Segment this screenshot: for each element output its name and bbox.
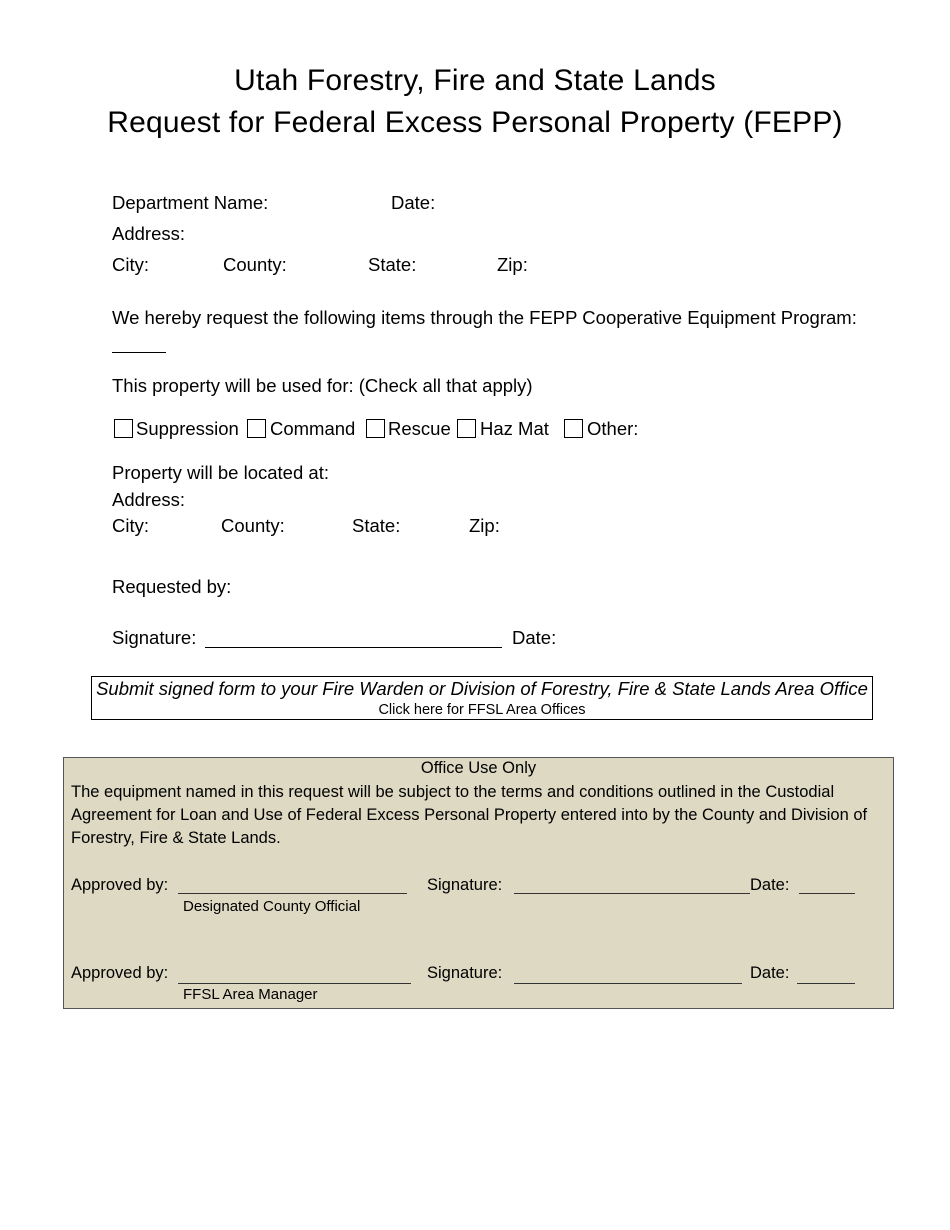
county-approved-by-line[interactable] <box>178 893 407 894</box>
haz-mat-checkbox[interactable] <box>457 419 476 438</box>
location-zip-label: Zip: <box>469 515 500 536</box>
requester-city-label: City: <box>112 254 149 275</box>
department-name-label: Department Name: <box>112 192 269 213</box>
suppression-checkbox[interactable] <box>114 419 133 438</box>
area-manager-approved-by-label: Approved by: <box>71 964 169 982</box>
request-statement: We hereby request the following items through the FEPP Cooperative Equipment Program: <box>112 307 857 328</box>
county-date-line[interactable] <box>799 893 855 894</box>
request-date-label: Date: <box>391 192 436 213</box>
location-state-label: State: <box>352 515 401 536</box>
custodial-agreement-text: The equipment named in this request will be subject to the terms and conditions outlined in the Custodial Agreement for Loan and Use of Federal Excess Personal Property entered into by the County and Division of Forestry, Fire & State Lands. <box>71 783 868 847</box>
requester-state-label: State: <box>368 254 417 275</box>
area-manager-signature-line[interactable] <box>514 983 742 984</box>
requester-county-label: County: <box>223 254 287 275</box>
requester-zip-label: Zip: <box>497 254 528 275</box>
requested-by-label: Requested by: <box>112 576 232 597</box>
command-checkbox[interactable] <box>247 419 266 438</box>
location-county-label: County: <box>221 515 285 536</box>
items-entry-line[interactable] <box>112 352 166 353</box>
location-heading: Property will be located at: <box>112 462 329 483</box>
suppression-option-label: Suppression <box>136 418 239 439</box>
county-signature-label: Signature: <box>427 876 503 894</box>
county-signature-line[interactable] <box>514 893 750 894</box>
submit-instruction-text: Submit signed form to your Fire Warden or Division of Forestry, Fire & State Lands Area Office <box>96 678 868 699</box>
signature-date-label: Date: <box>512 627 557 648</box>
county-official-role: Designated County Official <box>183 898 361 915</box>
requester-address-label: Address: <box>112 223 186 244</box>
area-manager-date-line[interactable] <box>797 983 855 984</box>
rescue-option-label: Rescue <box>388 418 451 439</box>
rescue-checkbox[interactable] <box>366 419 385 438</box>
location-city-label: City: <box>112 515 149 536</box>
submit-instructions-box <box>91 676 873 720</box>
usage-prompt: This property will be used for: (Check all that apply) <box>112 375 533 396</box>
other-option-label: Other: <box>587 418 639 439</box>
area-manager-approved-by-line[interactable] <box>178 983 411 984</box>
office-use-title: Office Use Only <box>420 759 537 777</box>
signature-label: Signature: <box>112 627 197 648</box>
haz-mat-option-label: Haz Mat <box>480 418 549 439</box>
other-checkbox[interactable] <box>564 419 583 438</box>
area-manager-date-label: Date: <box>750 964 790 982</box>
form-title-line1: Utah Forestry, Fire and State Lands <box>234 64 716 97</box>
office-use-only-section <box>63 757 894 1009</box>
county-approved-by-label: Approved by: <box>71 876 169 894</box>
area-manager-role: FFSL Area Manager <box>183 986 318 1003</box>
ffsl-area-offices-link[interactable]: Click here for FFSL Area Offices <box>378 702 586 718</box>
location-address-label: Address: <box>112 489 186 510</box>
command-option-label: Command <box>270 418 356 439</box>
county-date-label: Date: <box>750 876 790 894</box>
area-manager-signature-label: Signature: <box>427 964 503 982</box>
signature-line[interactable] <box>205 647 502 648</box>
form-title-line2: Request for Federal Excess Personal Property (FEPP) <box>107 106 843 139</box>
